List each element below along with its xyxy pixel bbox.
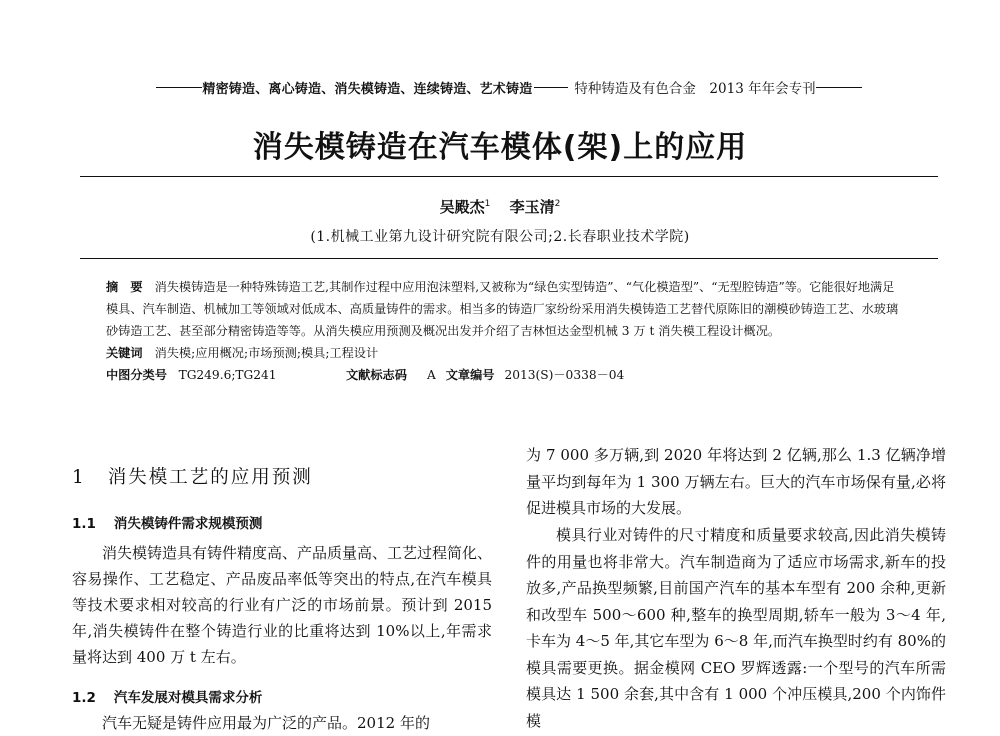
section-1-number: 1 [72, 467, 86, 488]
title-divider [80, 176, 938, 177]
right-paragraph-2: 模具行业对铸件的尺寸精度和质量要求较高,因此消失模铸件的用量也将非常大。汽车制造商为了适应市场需求,新车的投放多,产品换型频繁,目前国产汽车的基本车型有 200 余种,更新和改型车 500～600 种,整车的换型周期,轿车一般为 3～4 年,卡车为 4～5 年,其它车型为 6～8 年,而汽车换型时约有 80%的模具需要更换。据金模网 CEO 罗辉透露:一个型号的汽车所需模具达 1 500 余套,其中含有 1 000 个冲压模具,200 个内饰件模 [526, 526, 946, 730]
header-issue: 特种铸造及有色合金 2013 年年会专刊 [574, 81, 816, 97]
article-no-label: 文章编号 [445, 368, 495, 382]
paper-title: 消失模铸造在汽车模体(架)上的应用 [252, 130, 748, 165]
paragraph-1-1: 消失模铸造具有铸件精度高、产品质量高、工艺过程简化、容易操作、工艺稳定、产品废品率低等突出的特点,在汽车模具等技术要求相对较高的行业有广泛的市场前景。预计到 2015 年,消失模铸件在整个铸造行业的比重将达到 10%以上,年需求量将达到 400 万 t 左右。 [72, 544, 493, 666]
keywords-text: 消失模;应用概况;市场预测;模具;工程设计 [154, 346, 379, 360]
subsection-1-2-number: 1.2 [72, 690, 96, 706]
subsection-1-1-title: 消失模铸件需求规模预测 [113, 516, 263, 532]
author-1-affil-mark: 1 [484, 199, 491, 209]
abstract-divider [80, 258, 938, 259]
author-2-name: 李玉清 [509, 198, 555, 216]
header-left-rule [156, 87, 202, 88]
author-2 [510, 198, 561, 216]
abstract-paragraph [106, 276, 906, 342]
subsection-1-2-title: 汽车发展对模具需求分析 [113, 690, 263, 706]
section-1-title: 消失模工艺的应用预测 [107, 467, 313, 488]
header-mid-rule [534, 87, 568, 88]
article-no-value: 2013(S)－0338－04 [504, 368, 625, 382]
abstract-label: 摘 要 [106, 280, 143, 294]
subsection-1-1-heading [72, 512, 262, 532]
keywords-line [106, 342, 906, 364]
clc-label: 中图分类号 [106, 368, 167, 382]
paragraph-1-2: 汽车无疑是铸件应用最为广泛的产品。2012 年的 [102, 714, 430, 732]
doc-code-value: A [426, 368, 436, 382]
author-1 [440, 198, 505, 216]
author-line [0, 196, 1000, 217]
running-header [80, 76, 938, 98]
affiliations: (1.机械工业第九设计研究院有限公司;2.长春职业技术学院) [310, 229, 690, 245]
abstract-text: 消失模铸造是一种特殊铸造工艺,其制作过程中应用泡沫塑料,又被称为“绿色实型铸造”、“气化模造型”、“无型腔铸造”等。它能很好地满足模具、汽车制造、机械加工等领域对低成本、高质量铸件的需求。相当多的铸造厂家纷纷采用消失模铸造工艺替代原陈旧的潮模砂铸造工艺、水玻璃砂铸造工艺、甚至部分精密铸造等等。从消失模应用预测及概况出发并介绍了吉林恒达金型机械 3 万 t 消失模工程设计概况。 [106, 280, 899, 338]
author-1-name: 吴殿杰 [439, 198, 485, 216]
header-tags: 精密铸造、离心铸造、消失模铸造、连续铸造、艺术铸造 [202, 81, 533, 97]
clc-group [106, 364, 346, 386]
section-1-heading [72, 463, 313, 489]
doc-code-label: 文献标志码 [346, 368, 407, 382]
clc-value: TG249.6;TG241 [178, 368, 277, 382]
header-right-rule [816, 87, 862, 88]
right-paragraph-1: 为 7 000 多万辆,到 2020 年将达到 2 亿辆,那么 1.3 亿辆净增量平均到每年为 1 300 万辆左右。巨大的汽车市场保有量,必将促进模具市场的大发展。 [526, 446, 946, 517]
abstract-block [106, 276, 906, 386]
author-2-affil-mark: 2 [554, 199, 561, 209]
subsection-1-1-number: 1.1 [72, 516, 96, 532]
classification-line [106, 364, 906, 386]
keywords-label: 关键词 [106, 346, 143, 360]
subsection-1-2-heading [72, 686, 262, 706]
